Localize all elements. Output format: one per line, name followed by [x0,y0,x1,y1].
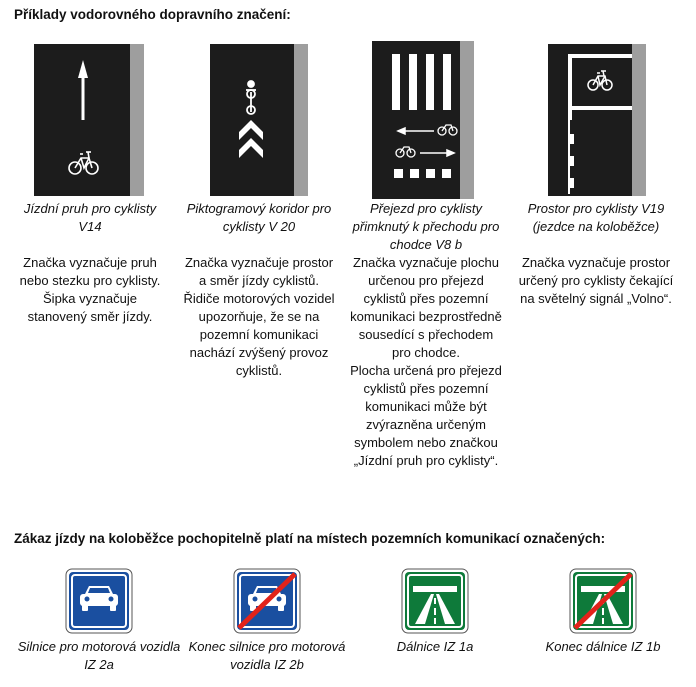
marking-column [12,200,168,326]
sign-caption: Dálnice IZ 1a [396,639,474,654]
marking-column [348,200,504,470]
motor-road-sign [65,568,133,634]
markings-heading: Příklady vodorovného dopravního značení: [14,7,291,22]
motorway-sign [401,568,469,634]
marking-caption: Prostor pro cyklisty V19 (jezdce na koloběžce) [527,201,665,234]
cycle-crossing-v8b-image [372,41,474,199]
marking-caption: Jízdní pruh pro cyklisty V14 [23,201,157,234]
marking-caption: Piktogramový koridor pro cyklisty V 20 [186,201,332,234]
sign-caption: Konec silnice pro motorová vozidla IZ 2b [188,639,346,672]
marking-description: Značka vyznačuje prostor určený pro cyklisty čekající na světelný signál „Volno“. [518,255,674,306]
cyclist-box-v19-image [548,44,646,196]
ban-heading: Zákaz jízdy na koloběžce pochopitelně platí na místech pozemních komunikací označených: [14,531,606,546]
marking-description-extra: Plocha určená pro přejezd cyklistů přes pozemní komunikaci může být zvýrazněna určeným symbolem nebo značkou „Jízdní pruh pro cyklisty“. [350,363,502,468]
pictogram-corridor-v20-image [210,44,308,196]
marking-description: Značka vyznačuje prostor a směr jízdy cyklistů. Řidiče motorových vozidel upozorňuje, že se na pozemní komunikaci nachází zvýšený provoz cyklistů. [183,255,335,378]
marking-description: Značka vyznačuje plochu určenou pro přejezd cyklistů přes pozemní komunikaci bezprostředně sousedící s přechodem pro chodce. [350,255,502,360]
marking-column [182,200,336,380]
end-motorway-sign [569,568,637,634]
marking-column [516,200,676,308]
cycle-lane-v14-image [34,44,144,196]
end-motor-road-sign [233,568,301,634]
sign-caption: Konec dálnice IZ 1b [545,639,661,654]
marking-description: Značka vyznačuje pruh nebo stezku pro cyklisty. Šipka vyznačuje stanovený směr jízdy. [19,255,161,324]
marking-caption: Přejezd pro cyklisty přimknutý k přechodu pro chodce V8 b [352,201,500,252]
sign-caption: Silnice pro motorová vozidla IZ 2a [17,639,181,672]
